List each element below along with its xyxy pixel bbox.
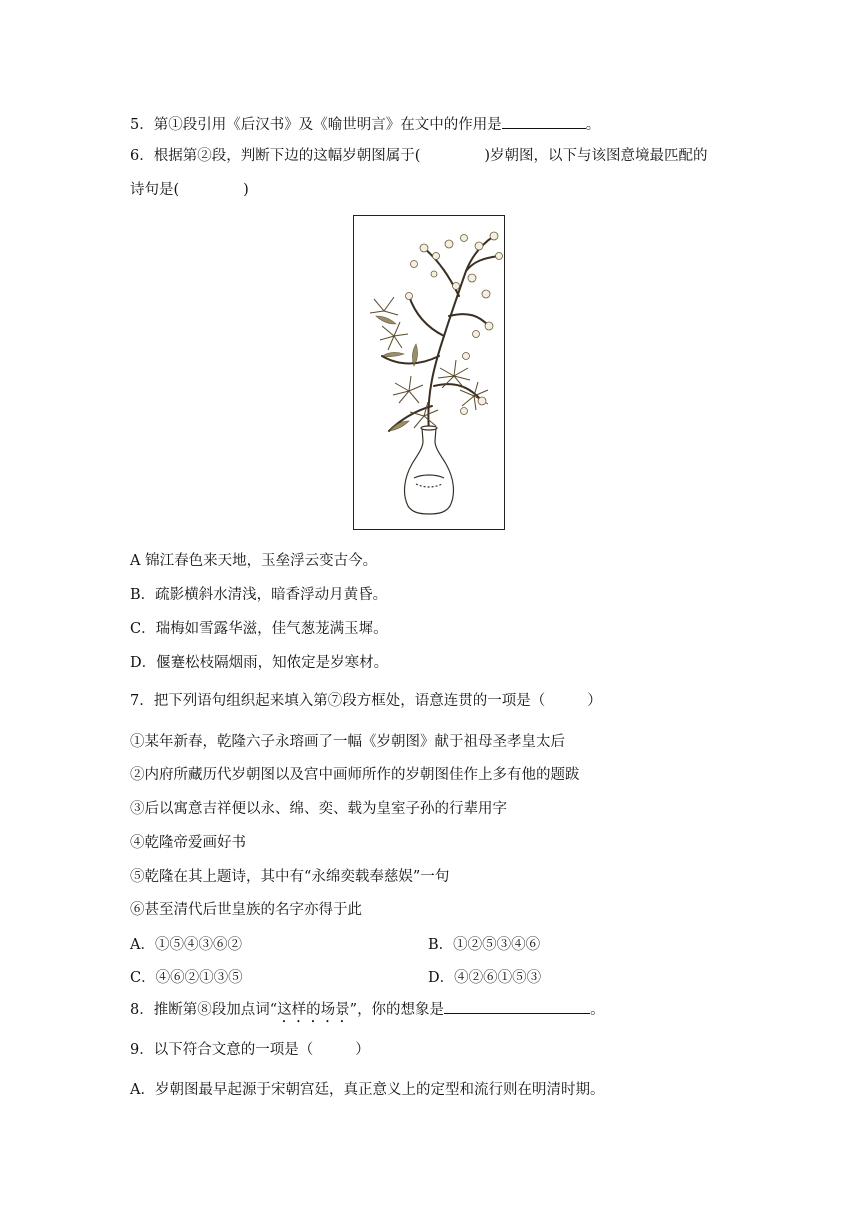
q7-option-c[interactable]: C．④⑥②①③⑤: [130, 970, 243, 986]
question-6-line2: [130, 180, 249, 200]
vase-branch-drawing: [354, 216, 504, 529]
question-9-stem: [130, 1040, 370, 1060]
q6-option-b[interactable]: B．疏影横斜水清浅，暗香浮动月黄昏。: [130, 587, 388, 603]
question-8: [130, 999, 605, 1026]
q8-text-mid: ，你的想象是: [357, 1002, 445, 1018]
question-5: [130, 114, 600, 135]
q6-text-c: 诗句是(: [130, 182, 180, 198]
q8-text: 8．推断第⑧段加点词: [130, 1002, 270, 1018]
q6-text-a: 6．根据第②段，判断下边的这幅岁朝图属于(: [130, 148, 421, 164]
q8-end: 。: [590, 1002, 605, 1018]
q7-sentence-4: ④乾隆帝爱画好书: [130, 835, 246, 851]
q5-answer-blank[interactable]: [502, 114, 586, 129]
question-6-line1: [130, 146, 708, 166]
q7-option-a[interactable]: A．①⑤④③⑥②: [130, 937, 242, 953]
q7-sentence-3: ③后以寓意吉祥便以永、绵、奕、载为皇室子孙的行辈用字: [130, 801, 507, 817]
q9-option-a[interactable]: A．岁朝图最早起源于宋朝宫廷，真正意义上的定型和流行则在明清时期。: [130, 1082, 605, 1098]
q7-option-d[interactable]: D．④②⑥①⑤③: [428, 970, 542, 986]
q6-text-b: )岁朝图，以下与该图意境最匹配的: [484, 148, 708, 164]
q9-text: 9．以下符合文意的一项是（: [130, 1042, 314, 1058]
q7-sentence-1: ①某年新春，乾隆六子永瑢画了一幅《岁朝图》献于祖母圣孝皇太后: [130, 734, 565, 750]
q7-sentence-5: ⑤乾隆在其上题诗，其中有“永绵奕载奉慈娱”一句: [130, 869, 450, 885]
q5-end: 。: [585, 117, 601, 133]
q7-sentence-6: ⑥甚至清代后世皇族的名字亦得于此: [130, 902, 362, 918]
suichao-painting-image: [353, 215, 505, 530]
q6-option-d[interactable]: D．偃蹇松枝隔烟雨，知侬定是岁寒材。: [130, 655, 389, 671]
q7-end: ）: [587, 693, 602, 709]
q6-option-a[interactable]: A 锦江春色来天地，玉垒浮云变古今。: [130, 553, 378, 569]
q5-text: 5．第①段引用《后汉书》及《喻世明言》在文中的作用是: [130, 117, 502, 133]
q8-dotted-phrase: “这样的场景”: [269, 1002, 358, 1018]
q6-text-d: ): [243, 182, 249, 198]
q8-answer-blank[interactable]: [444, 999, 590, 1014]
q6-option-c[interactable]: C．瑞梅如雪露华滋，佳气葱茏满玉墀。: [130, 621, 388, 637]
q7-sentence-2: ②内府所藏历代岁朝图以及宫中画师所作的岁朝图佳作上多有他的题跋: [130, 767, 580, 783]
q9-end: ）: [355, 1042, 370, 1058]
q7-option-b[interactable]: B．①②⑤③④⑥: [428, 937, 541, 953]
question-7-stem: [130, 691, 602, 711]
q7-text: 7．把下列语句组织起来填入第⑦段方框处，语意连贯的一项是（: [130, 693, 546, 709]
